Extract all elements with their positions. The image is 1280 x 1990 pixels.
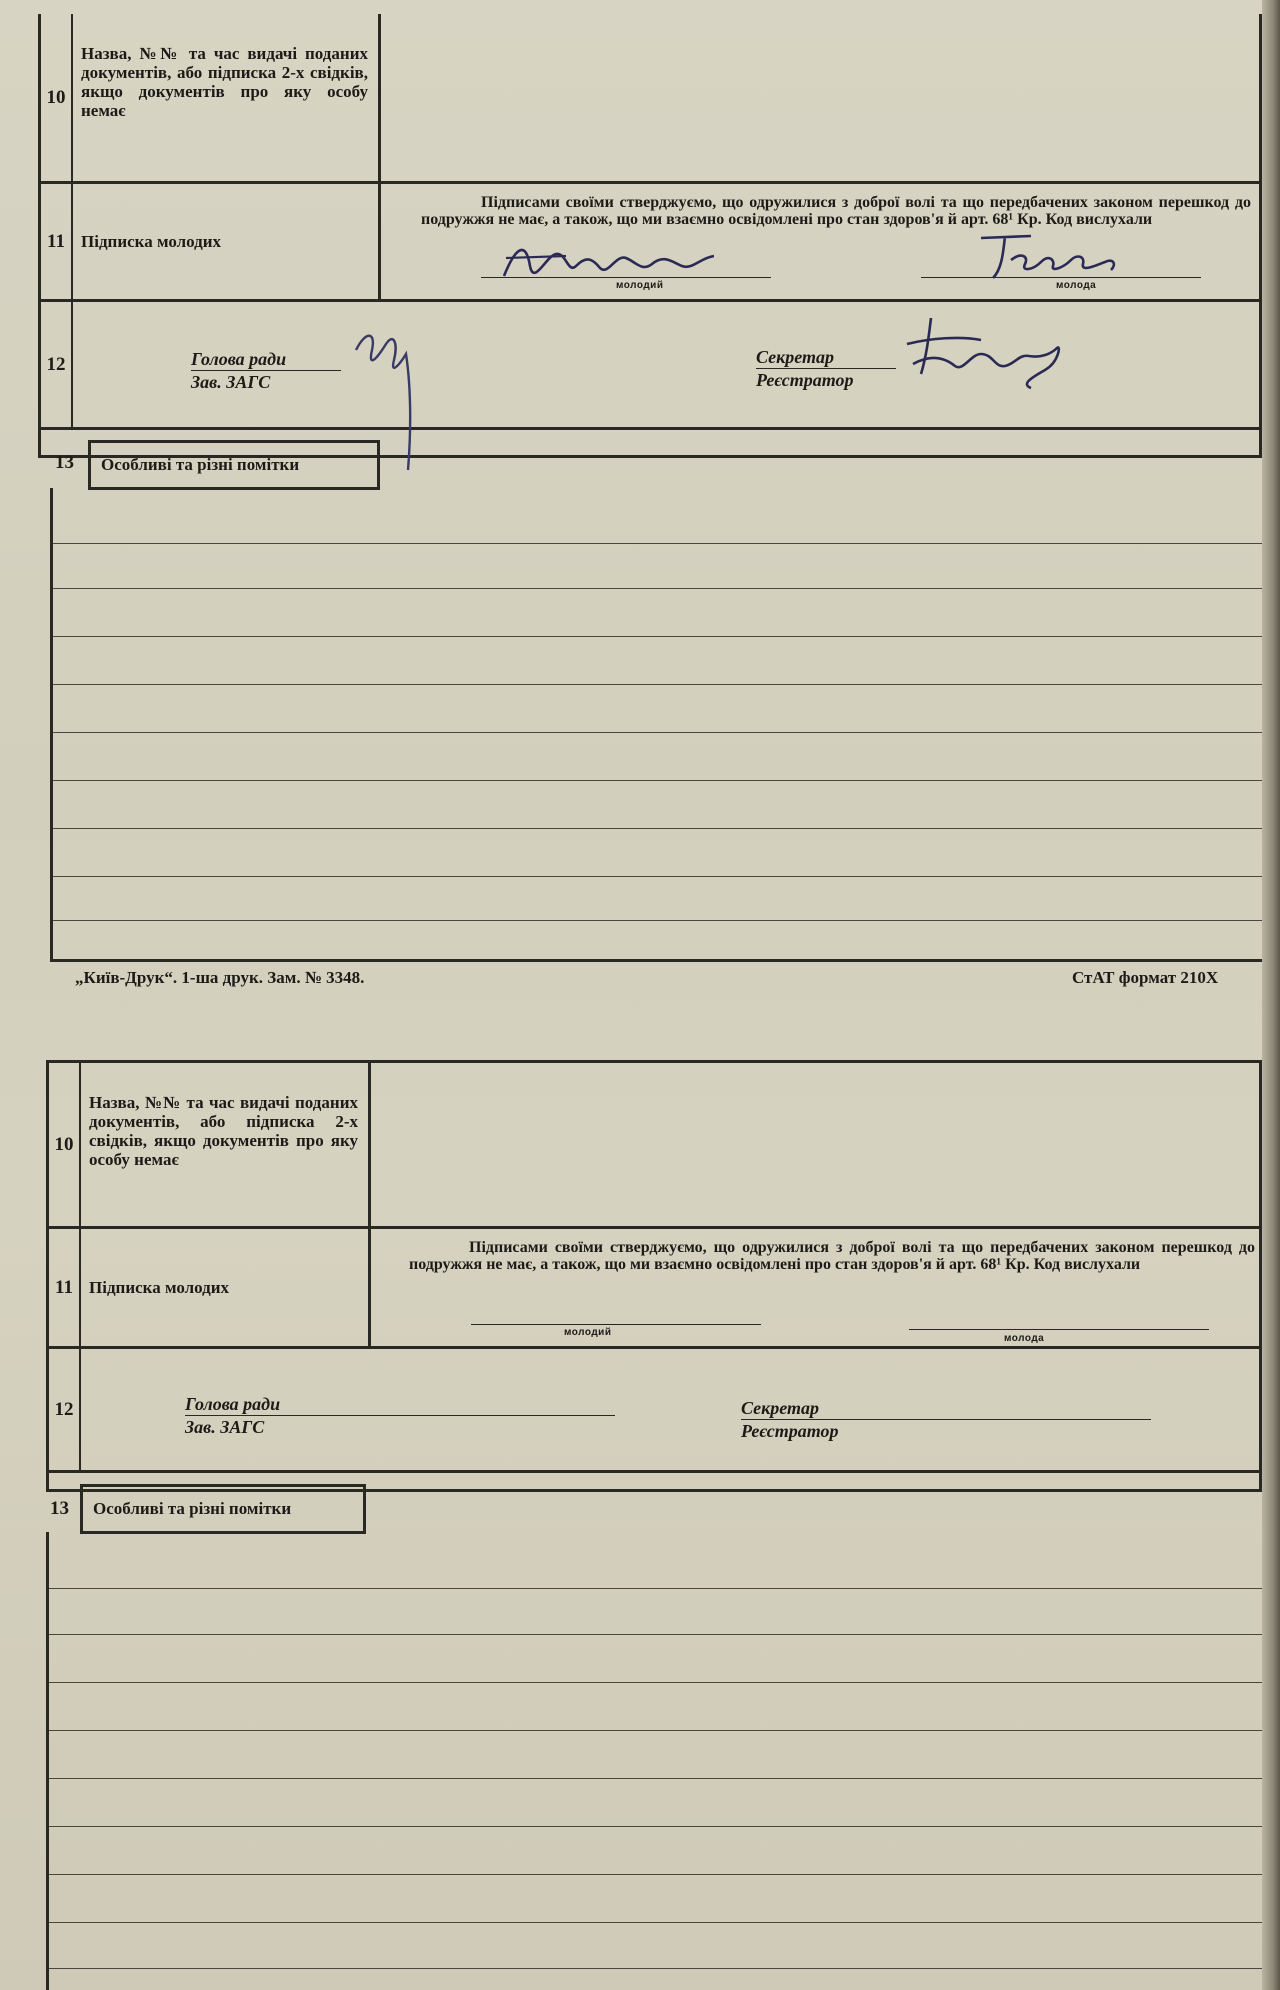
- secretary-signature: [901, 314, 1071, 394]
- bride-signature: [971, 226, 1131, 286]
- row-10: [41, 14, 1259, 184]
- page-edge: [1262, 0, 1280, 1990]
- chairman-label: Голова ради: [191, 348, 341, 371]
- ruled-line: [53, 588, 1262, 589]
- remarks-area-bottom: [46, 1532, 1262, 1990]
- ruled-line: [53, 780, 1262, 781]
- row-10: [49, 1063, 1259, 1229]
- ruled-line: [53, 543, 1262, 544]
- secretary-title: [756, 346, 896, 391]
- row-12: [49, 1349, 1259, 1473]
- registry-head-label: Зав. ЗАГС: [191, 372, 271, 392]
- chairman-label: Голова ради: [185, 1393, 615, 1416]
- row-number: 13: [50, 1498, 69, 1519]
- bride-caption: молода: [1004, 1333, 1045, 1344]
- pledge-text: [421, 194, 1251, 228]
- remarks-label: Особливі та різні помітки: [88, 440, 380, 490]
- ruled-line: [49, 1682, 1262, 1683]
- row-number: 12: [49, 1349, 81, 1470]
- printer-imprint: „Київ-Друк“. 1-ша друк. Зам. № 3348.: [75, 968, 365, 987]
- row-number: 12: [41, 302, 73, 427]
- ruled-line: [53, 920, 1262, 921]
- pledge-paragraph: Підписами своїми стверджуємо, що одружилися з доброї волі та що передбачених законом перешкод до подружжя не має, а також, що ми взаємно освідомлені про стан здоров'я й арт. 68¹ Кр. Код вислухали: [421, 194, 1251, 228]
- ruled-line: [49, 1778, 1262, 1779]
- row-number: 11: [49, 1229, 81, 1346]
- ruled-line: [49, 1634, 1262, 1635]
- remarks-label: Особливі та різні помітки: [80, 1484, 366, 1534]
- row-11: [41, 184, 1259, 302]
- ruled-line: [49, 1968, 1262, 1969]
- groom-caption: молодий: [564, 1327, 612, 1338]
- chairman-title: [191, 348, 341, 393]
- form-bottom-table: [46, 1060, 1262, 1492]
- row-12: [41, 302, 1259, 430]
- newlyweds-signature-label: Підписка молодих: [71, 184, 381, 299]
- ruled-line: [49, 1588, 1262, 1589]
- row-number: 13: [55, 452, 74, 473]
- row-number: 10: [49, 1063, 81, 1226]
- ruled-line: [49, 1922, 1262, 1923]
- format-imprint: СтАТ формат 210Х: [1072, 968, 1219, 987]
- row-number: 11: [41, 184, 73, 299]
- registry-head-label: Зав. ЗАГС: [185, 1417, 265, 1437]
- bride-signature-line: [909, 1329, 1209, 1330]
- form-top-table: [38, 14, 1262, 458]
- remarks-area-top: [50, 488, 1262, 962]
- registrar-label: Реєстратор: [741, 1421, 839, 1441]
- chairman-title: [185, 1393, 615, 1438]
- documents-label: Назва, №№ та час видачі поданих документів, або підписка 2-х свідків, якщо документів про яку особу немає: [71, 14, 381, 181]
- ruled-line: [49, 1826, 1262, 1827]
- ruled-line: [53, 876, 1262, 877]
- ruled-line: [49, 1874, 1262, 1875]
- secretary-title: [741, 1397, 1151, 1442]
- ruled-line: [53, 828, 1262, 829]
- bride-caption: молода: [1056, 280, 1097, 291]
- groom-signature: [496, 236, 726, 296]
- pledge-paragraph: Підписами своїми стверджуємо, що одружилися з доброї волі та що передбачених законом перешкод до подружжя не має, а також, що ми взаємно освідомлені про стан здоров'я й арт. 68¹ Кр. Код вислухали: [409, 1239, 1255, 1273]
- secretary-label: Секретар: [756, 346, 896, 369]
- row-11: [49, 1229, 1259, 1349]
- ruled-line: [53, 636, 1262, 637]
- documents-label: Назва, №№ та час видачі поданих документів, або підписка 2-х свідків, якщо документів про яку особу немає: [79, 1063, 371, 1226]
- groom-signature-line: [471, 1324, 761, 1325]
- ruled-line: [49, 1730, 1262, 1731]
- row-number: 10: [41, 14, 73, 181]
- newlyweds-signature-label: Підписка молодих: [79, 1229, 371, 1346]
- ruled-line: [53, 732, 1262, 733]
- secretary-label: Секретар: [741, 1397, 1151, 1420]
- registrar-label: Реєстратор: [756, 370, 854, 390]
- groom-caption: молодий: [616, 280, 664, 291]
- ruled-line: [53, 684, 1262, 685]
- pledge-text: [409, 1239, 1255, 1273]
